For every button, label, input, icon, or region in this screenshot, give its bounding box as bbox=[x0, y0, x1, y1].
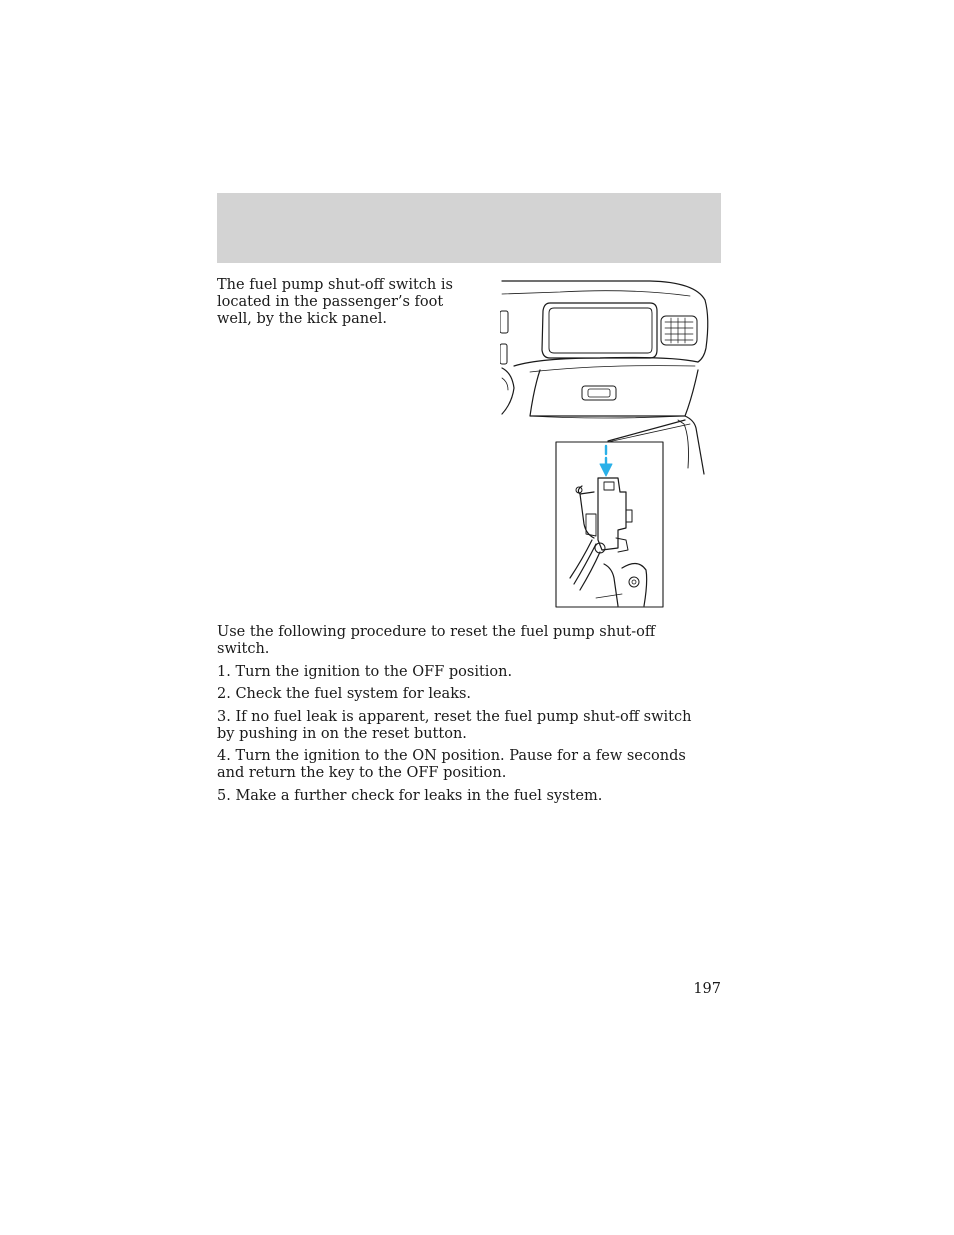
intro-paragraph: The fuel pump shut-off switch is located in the passenger’s foot well, by the kick panel. bbox=[217, 277, 453, 327]
procedure-step: 4. Turn the ignition to the ON position. Pause for a few seconds and return the key to the OFF position. bbox=[217, 748, 686, 781]
fuel-pump-switch-illustration bbox=[500, 278, 722, 610]
procedure-step: 3. If no fuel leak is apparent, reset the fuel pump shut-off switch by pushing in on the reset button. bbox=[217, 708, 692, 742]
procedure-lead: Use the following procedure to reset the fuel pump shut-off switch. bbox=[217, 624, 656, 657]
procedure-step: 5. Make a further check for leaks in the fuel system. bbox=[217, 787, 603, 804]
section-header-band bbox=[217, 193, 721, 263]
procedure-section bbox=[217, 624, 707, 810]
procedure-step: 1. Turn the ignition to the OFF position. bbox=[217, 663, 513, 680]
procedure-step: 2. Check the fuel system for leaks. bbox=[217, 686, 472, 702]
page-number: 197 bbox=[693, 981, 721, 997]
